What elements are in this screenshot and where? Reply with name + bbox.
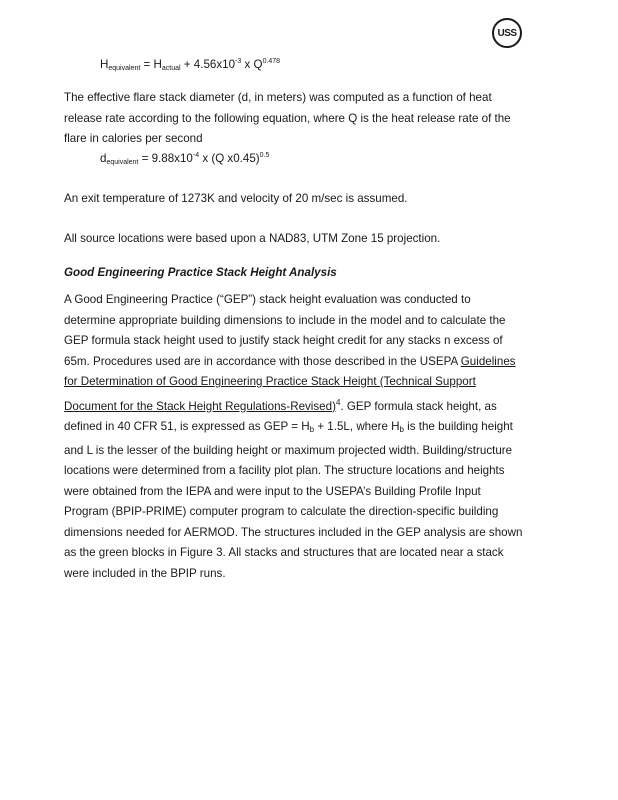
eq2-exp1: -4	[192, 152, 200, 159]
source-location-line: All source locations were based upon a NAD83, UTM Zone 15 projection.	[64, 232, 441, 245]
eq2-lhs-sub: equivalent	[106, 159, 139, 166]
guidelines-reference: Guidelines for Determination of Good Engineering Practice Stack Height (Technical Support Document for the Stack Height Regulations-Revised)	[64, 354, 516, 413]
eq1-rhs: H	[153, 58, 162, 71]
gep-text-2: . GEP formula stack height, as defined in 40 CFR 51, is expressed as GEP = H	[64, 399, 497, 433]
gep-text-3: + 1.5L, where H	[314, 420, 400, 433]
eq1-equals: =	[140, 58, 154, 71]
eq1-lhs: H	[100, 58, 109, 71]
gep-text-1: A Good Engineering Practice (“GEP”) stack height evaluation was conducted to determine appropriate building dimensions to include in the model and to calculate the GEP formula stack height used to justify stack height credit for any stacks n excess of 65m. Procedures used are in accordance with those described in the USEPA	[64, 293, 506, 368]
eq1-exp1: -3	[235, 58, 242, 65]
gep-sub-b1: b	[309, 425, 315, 434]
eq1-exp2: 0.478	[262, 58, 281, 65]
gep-paragraph	[64, 290, 524, 584]
eq2-mid: = 9.88x10	[138, 152, 193, 165]
exit-temperature-line: An exit temperature of 1273K and velocity of 20 m/sec is assumed.	[64, 192, 408, 205]
footnote-ref: 4	[335, 397, 341, 407]
section-heading: Good Engineering Practice Stack Height Analysis	[64, 266, 337, 279]
eq2-rest: x (Q x0.45)	[199, 152, 260, 165]
eq2-lhs: d	[100, 152, 107, 165]
eq1-q: x Q	[241, 58, 263, 71]
logo-text: USS	[497, 27, 517, 39]
eq1-lhs-sub: equivalent	[108, 65, 141, 72]
eq1-mid: + 4.56x10	[180, 58, 236, 71]
equation-height	[100, 58, 280, 72]
gep-sub-b2: b	[399, 425, 404, 434]
eq2-exp2: 0.5	[259, 152, 270, 159]
gep-text-4: is the building height and L is the lesser of the building height or maximum projected width. Building/structure locations were determined from a facility plot plan. The structure locations and heights were obtained from the IEPA and were input to the USEPA’s Building Profile Input Program (BPIP-PRIME) computer program to calculate the direction-specific building dimensions needed for AERMOD. The structures included in the GEP analysis are shown as the green blocks in Figure 3. All stacks and structures that are located near a stack were included in the BPIP runs.	[64, 420, 523, 580]
diameter-paragraph: The effective flare stack diameter (d, in meters) was computed as a function of heat release rate according to the following equation, where Q is the heat release rate of the flare in calories per second	[64, 91, 511, 145]
uss-logo	[492, 18, 522, 48]
equation-diameter	[100, 152, 269, 166]
eq1-rhs-sub: actual	[161, 65, 181, 72]
